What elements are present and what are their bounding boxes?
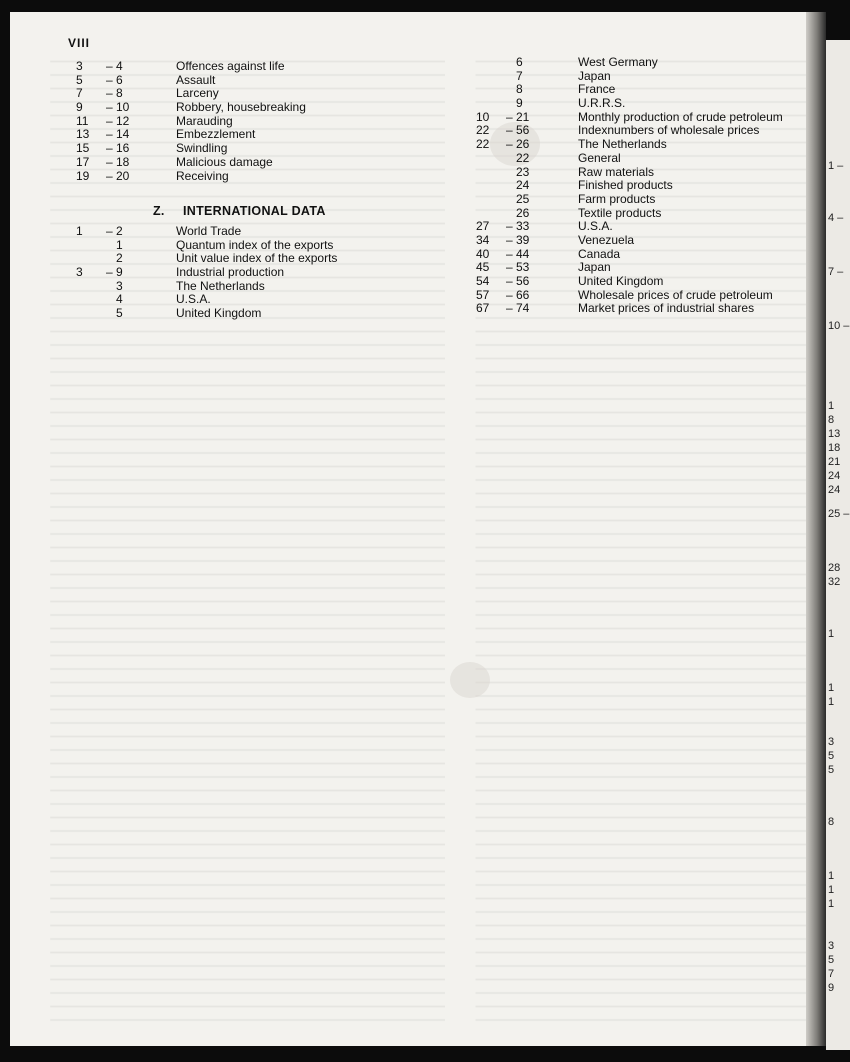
index-entry (76, 239, 337, 253)
start-table-number (76, 239, 106, 253)
range-dash (506, 179, 516, 193)
end-table-number: 10 (116, 100, 130, 115)
end-table-number: 4 (116, 292, 123, 307)
entry-title: Offences against life (176, 59, 285, 73)
adjacent-page-number: 25 – (828, 508, 850, 520)
range-dash: – (506, 301, 513, 316)
start-table-number (476, 70, 506, 84)
end-table-number: 1 (116, 237, 123, 252)
range-dash: – (106, 154, 113, 169)
adjacent-page-number: 1 (828, 682, 835, 694)
range-dash (106, 252, 116, 266)
adjacent-page-number: 1 (828, 870, 835, 882)
end-table-number: 25 (516, 191, 530, 206)
range-dash: – (106, 168, 113, 183)
range-dash: – (506, 109, 513, 124)
end-table-number: 9 (116, 265, 123, 280)
end-table-number: 3 (116, 278, 123, 293)
end-table-number: 24 (516, 178, 530, 193)
index-list-international (76, 225, 337, 321)
index-entry (76, 74, 306, 88)
index-entry (476, 193, 783, 207)
range-dash: – (106, 127, 113, 142)
start-table-number (476, 56, 506, 70)
entry-title: Embezzlement (176, 127, 256, 142)
index-entry (476, 152, 783, 166)
start-table-number: 1 (76, 224, 83, 238)
entry-title: Monthly production of crude petroleum (578, 109, 783, 124)
adjacent-page-number: 1 – (828, 160, 844, 172)
start-table-number: 54 (476, 274, 490, 288)
range-dash (506, 207, 516, 221)
entry-title: Canada (578, 246, 621, 261)
start-table-number: 40 (476, 246, 490, 261)
index-entry (476, 289, 783, 303)
end-table-number: 56 (516, 123, 530, 138)
adjacent-page-number: 1 (828, 628, 835, 640)
start-table-number (476, 207, 506, 221)
end-table-number: 20 (116, 168, 130, 183)
adjacent-page-number: 5 (828, 954, 835, 966)
end-table-number: 8 (516, 82, 523, 97)
start-table-number: 27 (476, 219, 490, 234)
entry-title: Unit value index of the exports (176, 251, 338, 266)
end-table-number: 16 (116, 141, 130, 156)
index-entry (476, 234, 783, 248)
adjacent-page-number: 3 (828, 940, 835, 952)
start-table-number: 57 (476, 287, 490, 302)
adjacent-page-number: 1 (828, 400, 835, 412)
range-dash: – (506, 123, 513, 138)
range-dash (506, 97, 516, 111)
index-entry (476, 179, 783, 193)
adjacent-page-number: 4 – (828, 212, 844, 224)
index-entry (76, 266, 337, 280)
range-dash (106, 293, 116, 307)
start-table-number (76, 293, 106, 307)
start-table-number: 3 (76, 59, 83, 73)
index-list-international-continued (476, 56, 783, 316)
adjacent-page-number: 9 (828, 982, 835, 994)
range-dash: – (506, 219, 513, 234)
range-dash (506, 152, 516, 166)
adjacent-page-number: 5 (828, 750, 835, 762)
start-table-number: 45 (476, 260, 490, 275)
index-entry (476, 207, 783, 221)
index-entry (76, 170, 306, 184)
start-table-number (476, 179, 506, 193)
adjacent-page-number: 1 (828, 898, 835, 910)
entry-title: Larceny (176, 86, 219, 101)
entry-title: U.R.R.S. (578, 96, 626, 111)
end-table-number: 4 (116, 59, 123, 73)
index-entry (476, 70, 783, 84)
start-table-number: 22 (476, 137, 490, 152)
index-entry (76, 101, 306, 115)
index-entry (76, 128, 306, 142)
adjacent-page-number: 24 (828, 470, 841, 482)
range-dash: – (506, 274, 513, 288)
index-entry (476, 124, 783, 138)
range-dash: – (106, 86, 113, 101)
end-table-number: 21 (516, 109, 530, 124)
range-dash: – (506, 260, 513, 275)
adjacent-page-number: 8 (828, 816, 835, 828)
start-table-number: 19 (76, 168, 90, 183)
range-dash: – (106, 224, 113, 238)
adjacent-page-number: 10 – (828, 320, 850, 332)
entry-title: Robbery, housebreaking (176, 100, 306, 115)
adjacent-page-number: 13 (828, 428, 841, 440)
index-entry (476, 138, 783, 152)
page-number: VIII (68, 36, 91, 50)
end-table-number: 2 (116, 251, 123, 266)
range-dash (106, 239, 116, 253)
range-dash (106, 307, 116, 321)
index-entry (76, 252, 337, 266)
index-entry (76, 142, 306, 156)
entry-title: Raw materials (578, 164, 655, 179)
end-table-number: 5 (116, 306, 123, 321)
end-table-number: 74 (516, 301, 530, 316)
range-dash (506, 56, 516, 70)
start-table-number: 7 (76, 86, 83, 101)
end-table-number: 22 (516, 150, 530, 165)
adjacent-page-number: 7 (828, 968, 835, 980)
entry-title: Market prices of industrial shares (578, 301, 755, 316)
entry-title: The Netherlands (578, 137, 667, 152)
entry-title: Swindling (176, 141, 228, 156)
start-table-number: 10 (476, 109, 490, 124)
entry-title: Farm products (578, 191, 656, 206)
index-list-crime (76, 60, 306, 183)
range-dash (506, 83, 516, 97)
end-table-number: 9 (516, 96, 523, 111)
start-table-number: 34 (476, 232, 490, 247)
end-table-number: 18 (116, 154, 130, 169)
index-entry (476, 261, 783, 275)
index-entry (76, 225, 337, 239)
end-table-number: 7 (516, 68, 523, 83)
entry-title: Malicious damage (176, 154, 273, 169)
index-entry (476, 166, 783, 180)
range-dash (506, 193, 516, 207)
adjacent-page-number: 1 (828, 884, 835, 896)
end-table-number: 8 (116, 86, 123, 101)
start-table-number: 15 (76, 141, 90, 156)
range-dash: – (506, 246, 513, 261)
entry-title: Japan (578, 260, 611, 275)
adjacent-page-number: 7 – (828, 266, 844, 278)
start-table-number: 13 (76, 127, 90, 142)
end-table-number: 2 (116, 224, 123, 238)
start-table-number (476, 97, 506, 111)
end-table-number: 14 (116, 127, 130, 142)
end-table-number: 53 (516, 260, 530, 275)
index-entry (476, 302, 783, 316)
index-entry (476, 97, 783, 111)
end-table-number: 26 (516, 205, 530, 220)
index-entry (476, 83, 783, 97)
entry-title: The Netherlands (176, 278, 265, 293)
index-entry (76, 293, 337, 307)
entry-title: Textile products (578, 205, 662, 220)
entry-title: United Kingdom (176, 306, 262, 321)
range-dash: – (106, 100, 113, 115)
entry-title: Japan (578, 68, 611, 83)
adjacent-page-number: 24 (828, 484, 841, 496)
entry-title: United Kingdom (578, 274, 664, 288)
end-table-number: 6 (116, 72, 123, 87)
index-entry (476, 275, 783, 289)
end-table-number: 23 (516, 164, 530, 179)
start-table-number: 11 (76, 113, 89, 128)
end-table-number: 33 (516, 219, 530, 234)
entry-title: World Trade (176, 224, 242, 238)
entry-title: U.S.A. (176, 292, 211, 307)
entry-title: Quantum index of the exports (176, 237, 334, 252)
end-table-number: 56 (516, 274, 530, 288)
range-dash: – (506, 232, 513, 247)
adjacent-page-number: 1 (828, 696, 835, 708)
start-table-number: 3 (76, 265, 83, 280)
start-table-number: 5 (76, 72, 83, 87)
paper-stain (450, 662, 490, 698)
start-table-number (476, 193, 506, 207)
adjacent-page-number: 5 (828, 764, 835, 776)
range-dash: – (106, 141, 113, 156)
adjacent-page-number: 32 (828, 576, 841, 588)
index-entry (76, 60, 306, 74)
index-entry (76, 280, 337, 294)
binding-gutter (806, 12, 826, 1046)
range-dash: – (106, 113, 113, 128)
adjacent-page-number: 21 (828, 456, 841, 468)
section-letter: Z. (153, 204, 165, 218)
range-dash (506, 70, 516, 84)
start-table-number: 9 (76, 100, 83, 115)
range-dash: – (506, 287, 513, 302)
entry-title: Wholesale prices of crude petroleum (578, 287, 773, 302)
section-heading (153, 204, 326, 218)
start-table-number (76, 280, 106, 294)
section-title: INTERNATIONAL DATA (183, 204, 326, 218)
entry-title: West Germany (578, 55, 658, 69)
range-dash: – (506, 137, 513, 152)
index-entry (76, 307, 337, 321)
entry-title: Assault (176, 72, 216, 87)
range-dash (506, 166, 516, 180)
range-dash (106, 280, 116, 294)
entry-title: U.S.A. (578, 219, 613, 234)
index-entry (476, 220, 783, 234)
end-table-number: 26 (516, 137, 530, 152)
adjacent-page-number: 8 (828, 414, 835, 426)
adjacent-page-number: 28 (828, 562, 841, 574)
entry-title: Receiving (176, 168, 229, 183)
entry-title: Marauding (176, 113, 233, 128)
entry-title: Industrial production (176, 265, 285, 280)
index-entry (476, 56, 783, 70)
start-table-number (76, 252, 106, 266)
adjacent-page-number: 18 (828, 442, 841, 454)
start-table-number: 67 (476, 301, 490, 316)
start-table-number: 22 (476, 123, 490, 138)
start-table-number (476, 152, 506, 166)
index-entry (76, 87, 306, 101)
entry-title: France (578, 82, 616, 97)
index-entry (76, 156, 306, 170)
index-entry (76, 115, 306, 129)
entry-title: General (578, 150, 621, 165)
end-table-number: 12 (116, 113, 130, 128)
start-table-number (476, 166, 506, 180)
end-table-number: 39 (516, 232, 530, 247)
range-dash: – (106, 265, 113, 280)
end-table-number: 44 (516, 246, 530, 261)
adjacent-page-number: 3 (828, 736, 835, 748)
start-table-number (76, 307, 106, 321)
start-table-number: 17 (76, 154, 90, 169)
end-table-number: 66 (516, 287, 530, 302)
entry-title: Indexnumbers of wholesale prices (578, 123, 760, 138)
index-entry (476, 111, 783, 125)
start-table-number (476, 83, 506, 97)
end-table-number: 6 (516, 55, 523, 69)
range-dash: – (106, 59, 113, 73)
index-entry (476, 248, 783, 262)
entry-title: Venezuela (578, 232, 635, 247)
entry-title: Finished products (578, 178, 673, 193)
range-dash: – (106, 72, 113, 87)
